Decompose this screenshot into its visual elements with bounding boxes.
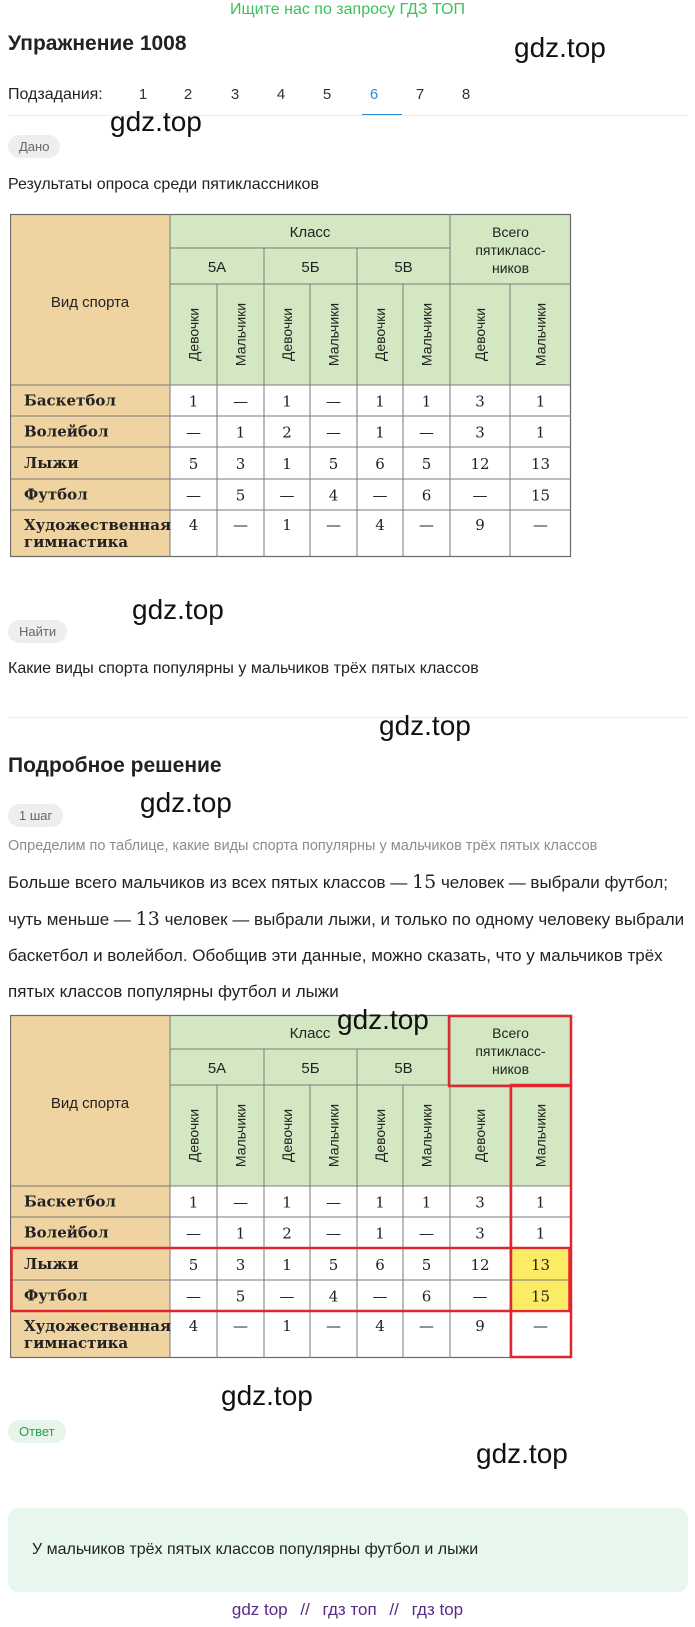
table-value: 5: [328, 1256, 339, 1274]
table-value: 1: [535, 1224, 546, 1243]
survey-table: [10, 213, 573, 559]
table-value: 1: [282, 1256, 292, 1274]
page-title: Упражнение 1008: [8, 32, 187, 55]
class-label: 5В: [394, 1060, 413, 1077]
table-value: —: [233, 1193, 248, 1212]
table-value: 1: [375, 1224, 385, 1243]
table-value: 4: [188, 516, 199, 534]
table-value: —: [326, 1224, 341, 1243]
table-value: —: [326, 423, 341, 442]
tab-subtask-6[interactable]: 6: [369, 86, 379, 103]
watermark: gdz.top: [476, 1438, 568, 1469]
watermark: gdz.top: [337, 1004, 429, 1035]
tab-subtask-2[interactable]: 2: [183, 86, 193, 103]
gender-label: Мальчики: [232, 302, 249, 367]
table-value: —: [326, 516, 341, 534]
survey-table-highlighted: [10, 1014, 573, 1360]
table-value: 4: [188, 1317, 199, 1335]
class-label: 5В: [394, 259, 413, 276]
gender-label: Мальчики: [232, 1103, 249, 1168]
sport-label: Лыжи: [24, 454, 79, 472]
table-value: 3: [475, 1193, 485, 1212]
solution-number: 13: [135, 908, 160, 930]
tab-subtask-4[interactable]: 4: [276, 86, 286, 103]
footer-separator: //: [389, 1600, 399, 1619]
value-cell: [170, 416, 571, 447]
table-value: 12: [470, 455, 490, 473]
table-value: 6: [421, 1287, 432, 1306]
total-header-line: ников: [491, 260, 530, 276]
table-value: 6: [375, 455, 385, 473]
table-value: 5: [421, 455, 432, 473]
table-value: 3: [475, 392, 485, 411]
watermark: gdz.top: [514, 32, 606, 63]
gender-label: Девочки: [472, 307, 488, 362]
gender-label: Мальчики: [532, 1103, 549, 1168]
total-header-line: Всего: [492, 1025, 529, 1041]
value-cell: [170, 385, 571, 416]
sport-label: гимнастика: [24, 1334, 129, 1352]
sport-label: Волейбол: [24, 1223, 109, 1242]
value-cell: [170, 479, 571, 510]
table-value: —: [419, 1317, 434, 1335]
total-header-line: пятикласс-: [475, 1043, 546, 1059]
watermark: gdz.top: [110, 106, 202, 137]
table-value: 9: [475, 1317, 485, 1335]
sport-header: Вид спорта: [50, 1095, 130, 1112]
table-value: —: [233, 1317, 248, 1335]
class-label: 5А: [207, 1060, 227, 1077]
solution-text: Больше всего мальчиков из всех пятых классов —: [8, 873, 413, 892]
tab-subtask-5[interactable]: 5: [322, 86, 332, 103]
gender-label: Девочки: [372, 1108, 388, 1163]
table-value: 15: [530, 1287, 551, 1306]
sport-label: Баскетбол: [24, 1192, 116, 1211]
table-value: 4: [328, 1287, 339, 1306]
gender-label: Девочки: [279, 307, 295, 362]
solution-heading: Подробное решение: [8, 754, 222, 777]
tab-subtask-7[interactable]: 7: [415, 86, 425, 103]
step-pill: 1 шаг: [8, 804, 63, 827]
sport-label: Лыжи: [24, 1255, 79, 1273]
table-value: 5: [328, 455, 339, 473]
table-value: 1: [375, 1193, 385, 1212]
sport-label: Художественная: [24, 1317, 172, 1335]
table-value: 6: [375, 1256, 385, 1274]
table-value: 15: [530, 486, 551, 505]
find-text: Какие виды спорта популярны у мальчиков трёх пятых классов: [8, 660, 479, 677]
class-label: 5Б: [301, 259, 320, 276]
table-value: —: [472, 1287, 488, 1306]
gender-label: Девочки: [472, 1108, 488, 1163]
table-value: —: [533, 1317, 548, 1335]
table-value: 1: [375, 423, 385, 442]
table-value: 4: [328, 486, 339, 505]
table-value: 3: [475, 1224, 485, 1243]
watermark: gdz.top: [132, 594, 224, 625]
table-value: 4: [375, 516, 385, 534]
answer-text: У мальчиков трёх пятых классов популярны футбол и лыжи: [32, 1541, 479, 1558]
gender-label: Девочки: [279, 1108, 295, 1163]
gender-label: Мальчики: [418, 1103, 435, 1168]
footer-separator: //: [300, 1600, 310, 1619]
subtasks-label: Подзадания:: [8, 86, 103, 103]
table-value: 1: [235, 1224, 246, 1243]
sport-label: Волейбол: [24, 422, 109, 441]
value-cell: [170, 510, 571, 557]
footer-link[interactable]: gdz top: [231, 1600, 288, 1619]
table-value: 5: [188, 455, 199, 473]
table-value: 1: [535, 392, 546, 411]
watermark: gdz.top: [140, 787, 232, 818]
table-value: 1: [282, 516, 292, 534]
solution-text: человек — выбрали футбол; чуть меньше —: [8, 873, 669, 929]
table-value: —: [419, 1224, 434, 1243]
table-value: —: [472, 486, 488, 505]
table-value: 5: [188, 1256, 199, 1274]
table-value: —: [186, 1287, 201, 1306]
answer-pill: Ответ: [8, 1420, 66, 1443]
gender-label: Мальчики: [532, 302, 549, 367]
table-value: 3: [235, 1256, 246, 1274]
table-value: —: [186, 486, 201, 505]
gender-label: Мальчики: [325, 1103, 342, 1168]
footer-link[interactable]: гдз топ: [322, 1600, 377, 1619]
table-value: 3: [475, 423, 485, 442]
table-value: 3: [235, 455, 246, 473]
gender-label: Девочки: [372, 307, 388, 362]
table-value: —: [326, 392, 341, 411]
table-value: —: [186, 423, 201, 442]
table-value: 1: [535, 1193, 546, 1212]
gender-label: Мальчики: [325, 302, 342, 367]
table-value: 1: [421, 1193, 432, 1212]
table-value: 1: [282, 455, 292, 473]
solution-paragraph: [8, 864, 688, 1010]
table-value: 2: [282, 423, 292, 442]
table-value: —: [326, 1193, 341, 1212]
total-header-line: Всего: [492, 224, 529, 240]
tab-subtask-1[interactable]: 1: [138, 86, 148, 103]
gender-label: Девочки: [185, 1108, 202, 1163]
step-caption: Определим по таблице, какие виды спорта популярны у мальчиков трёх пятых классов: [8, 838, 598, 854]
table-value: 13: [530, 455, 551, 473]
solution-text: человек — выбрали лыжи, и только по одному человеку выбрали баскетбол и волейбол. Обобщив эти данные, можно сказать, что у мальчиков трёх пятых классов популярны футбол и лыжи: [8, 910, 685, 1001]
footer-link[interactable]: гдз top: [411, 1600, 464, 1619]
table-value: —: [279, 1287, 295, 1306]
table-value: 1: [235, 423, 246, 442]
sport-label: Художественная: [24, 516, 172, 534]
search-banner[interactable]: Ищите нас по запросу ГДЗ ТОП: [230, 1, 465, 18]
table-value: 12: [470, 1256, 490, 1274]
gender-label: Девочки: [185, 307, 202, 362]
total-header-line: пятикласс-: [475, 242, 546, 258]
table-value: 1: [188, 392, 199, 411]
table-value: 1: [282, 392, 292, 411]
gender-label: Мальчики: [418, 302, 435, 367]
class-label: 5Б: [301, 1060, 320, 1077]
table-value: 13: [530, 1256, 551, 1274]
class-header: Класс: [289, 1025, 331, 1042]
given-text: Результаты опроса среди пятиклассников: [8, 176, 319, 193]
table-value: —: [419, 423, 434, 442]
sport-label: Футбол: [24, 485, 88, 504]
divider: [8, 717, 688, 718]
table-value: 1: [282, 1193, 292, 1212]
table-value: 1: [282, 1317, 292, 1335]
table-value: 1: [535, 423, 546, 442]
table-value: 5: [421, 1256, 432, 1274]
tab-subtask-8[interactable]: 8: [461, 86, 471, 103]
table-value: —: [326, 1317, 341, 1335]
table-value: 9: [475, 516, 485, 534]
watermark: gdz.top: [379, 710, 471, 741]
tab-subtask-3[interactable]: 3: [230, 86, 240, 103]
total-header-line: ников: [491, 1061, 530, 1077]
sport-label: Футбол: [24, 1286, 88, 1305]
class-label: 5А: [207, 259, 227, 276]
table-value: —: [233, 392, 248, 411]
table-value: 5: [235, 486, 246, 505]
table-value: —: [372, 486, 388, 505]
footer-links: [0, 1600, 695, 1620]
table-value: 4: [375, 1317, 385, 1335]
table-value: 6: [421, 486, 432, 505]
table-value: —: [533, 516, 548, 534]
sport-label: Баскетбол: [24, 391, 116, 410]
table-value: 2: [282, 1224, 292, 1243]
table-value: 1: [375, 392, 385, 411]
table-value: —: [279, 486, 295, 505]
value-cell: [170, 447, 571, 479]
solution-number: 15: [412, 871, 437, 893]
sport-label: гимнастика: [24, 533, 129, 551]
table-value: 1: [188, 1193, 199, 1212]
watermark: gdz.top: [221, 1380, 313, 1411]
sport-header: Вид спорта: [50, 294, 130, 311]
table-value: —: [233, 516, 248, 534]
table-value: —: [372, 1287, 388, 1306]
given-pill: Дано: [8, 135, 60, 158]
table-value: 5: [235, 1287, 246, 1306]
class-header: Класс: [289, 224, 331, 241]
find-pill: Найти: [8, 620, 67, 643]
table-value: —: [419, 516, 434, 534]
table-value: 1: [421, 392, 432, 411]
table-value: —: [186, 1224, 201, 1243]
